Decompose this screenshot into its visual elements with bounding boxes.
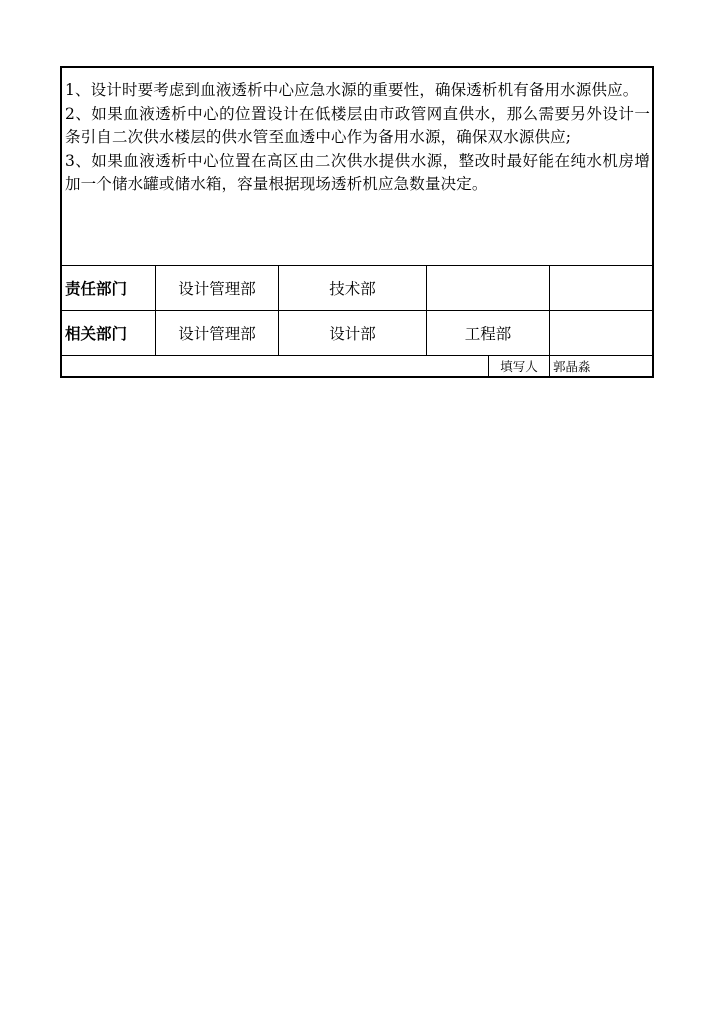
- filler-blank: [62, 356, 489, 376]
- filler-name: 郭晶淼: [553, 359, 591, 374]
- note-item-3: 3、如果血液透析中心位置在高区由二次供水提供水源，整改时最好能在纯水机房增加一个储水罐或储水箱，容量根据现场透析机应急数量决定。: [65, 151, 650, 194]
- note-item-1: 1、设计时要考虑到血液透析中心应急水源的重要性，确保透析机有备用水源供应。: [65, 81, 639, 99]
- filler-row: [62, 356, 652, 376]
- responsible-dept-3: [427, 266, 550, 310]
- responsible-dept-2: 技术部: [279, 266, 427, 310]
- related-dept-3: 工程部: [427, 311, 550, 355]
- responsible-row: [62, 266, 652, 311]
- related-dept-1: 设计管理部: [156, 311, 279, 355]
- note-item-2: 2、如果血液透析中心的位置设计在低楼层由市政管网直供水，那么需要另外设计一条引自二次供水楼层的供水管至血透中心作为备用水源，确保双水源供应;: [65, 104, 650, 147]
- related-dept-2: 设计部: [279, 311, 427, 355]
- related-dept-4: [550, 311, 652, 355]
- responsible-label: 责任部门: [62, 266, 156, 310]
- filler-label: 填写人: [489, 356, 550, 376]
- related-row: [62, 311, 652, 356]
- responsible-dept-4: [550, 266, 652, 310]
- related-label: 相关部门: [62, 311, 156, 355]
- form-sheet: [60, 66, 654, 378]
- notes-section: [62, 68, 652, 266]
- responsible-dept-1: 设计管理部: [156, 266, 279, 310]
